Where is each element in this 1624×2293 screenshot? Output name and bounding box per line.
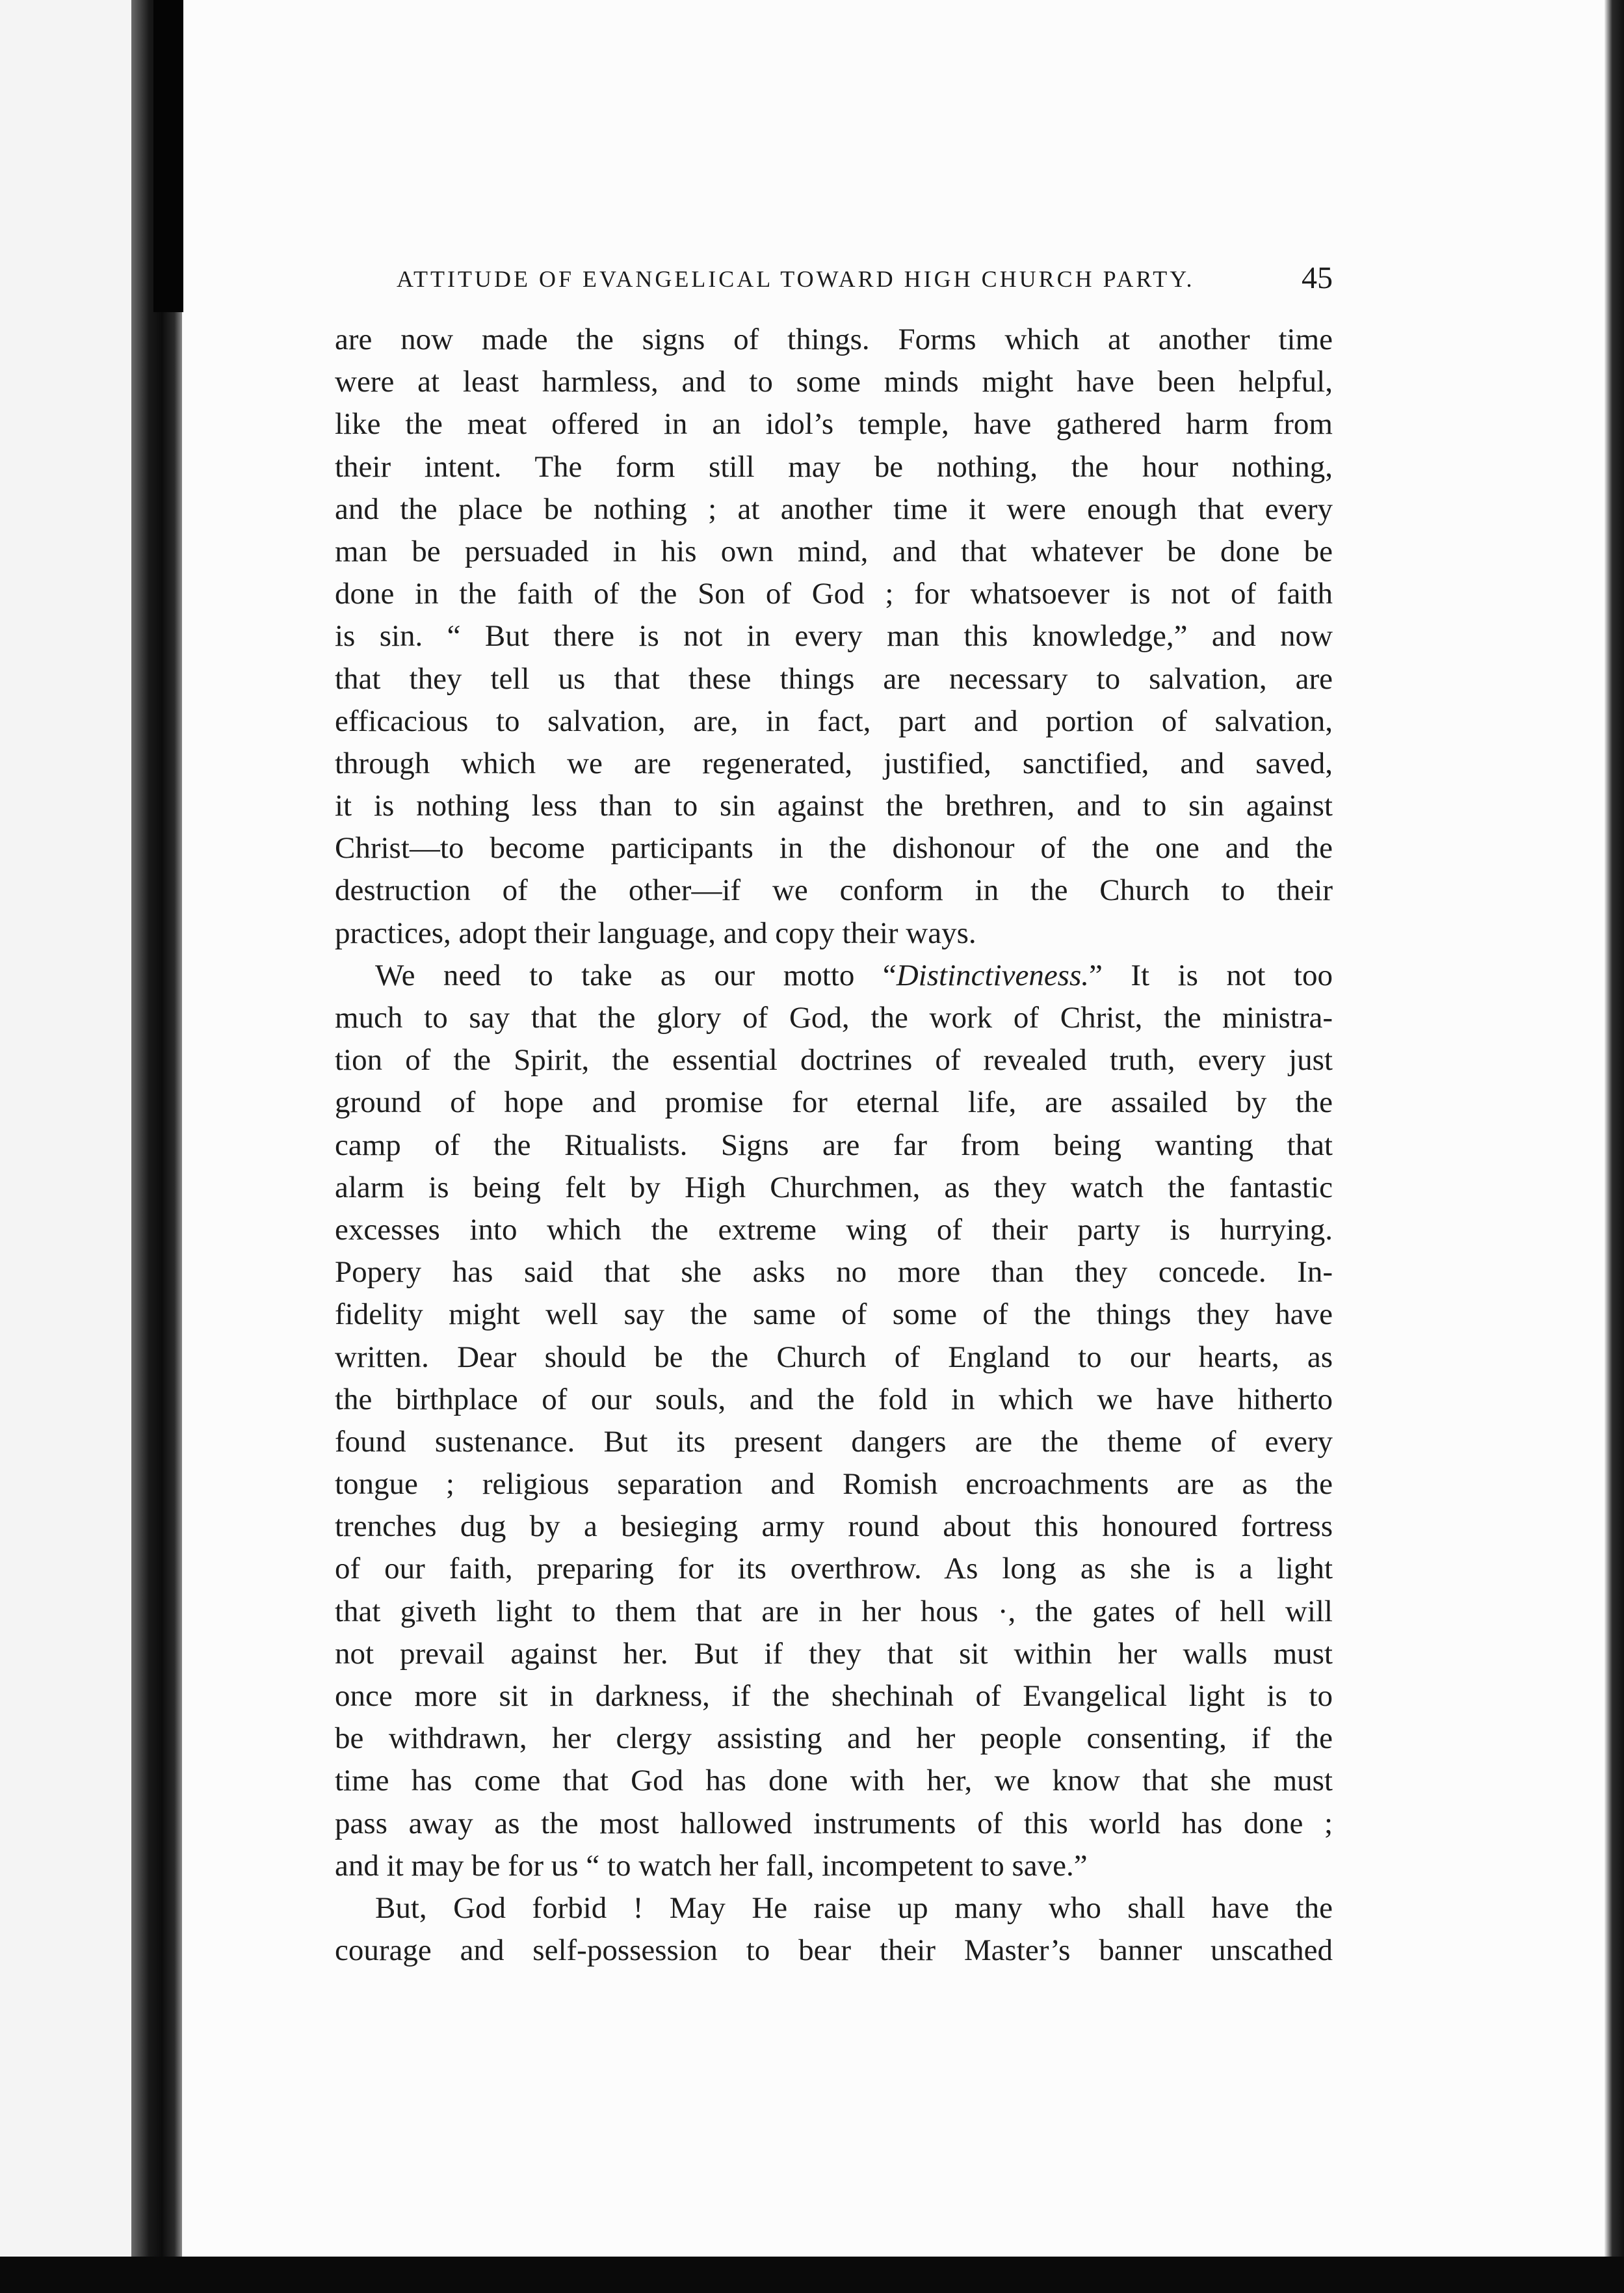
text-line: courage and self-possession to bear their Master’s banner unscathed: [335, 1933, 1333, 1968]
text-line: of our faith, preparing for its overthrow. As long as she is a light: [335, 1552, 1333, 1586]
motto-lead: We need to take as our motto “: [375, 958, 897, 992]
text-line: the birthplace of our souls, and the fold in which we have hitherto: [335, 1382, 1333, 1416]
text-line: tion of the Spirit, the essential doctrines of revealed truth, every just: [335, 1043, 1333, 1078]
text-line: is sin. “ But there is not in every man this knowledge,” and now: [335, 619, 1333, 654]
text-line: done in the faith of the Son of God ; for whatsoever is not of faith: [335, 577, 1333, 611]
text-line: Christ—to become participants in the dishonour of the one and the: [335, 831, 1333, 866]
text-line: and it may be for us “ to watch her fall, incompetent to save.”: [335, 1848, 1088, 1883]
left-margin: [0, 0, 150, 2293]
text-line: trenches dug by a besieging army round about this honoured fortress: [335, 1509, 1333, 1544]
running-header: [397, 260, 1333, 306]
motto-italic: Distinctiveness.: [896, 958, 1090, 992]
text-line: destruction of the other—if we conform in the Church to their: [335, 873, 1333, 908]
text-line: alarm is being felt by High Churchmen, as they watch the fantastic: [335, 1170, 1333, 1204]
text-line: practices, adopt their language, and copy their ways.: [335, 916, 976, 950]
text-line: that giveth light to them that are in her hous ·, the gates of hell will: [335, 1594, 1333, 1628]
text-line: much to say that the glory of God, the work of Christ, the ministra-: [335, 1001, 1333, 1035]
text-line: Popery has said that she asks no more than they concede. In-: [335, 1255, 1333, 1290]
motto-tail: It is not too: [1131, 958, 1333, 992]
text-line: excesses into which the extreme wing of their party is hurrying.: [335, 1212, 1333, 1247]
text-line: like the meat offered in an idol’s temple, have gathered harm from: [335, 407, 1333, 442]
text-line: fidelity might well say the same of some of the things they have: [335, 1297, 1333, 1332]
book-spine-shadow: [131, 0, 182, 2257]
text-line: not prevail against her. But if they that sit within her walls must: [335, 1636, 1333, 1671]
text-line: tongue ; religious separation and Romish encroachments are as the: [335, 1467, 1333, 1502]
text-line: ground of hope and promise for eternal life, are assailed by the: [335, 1085, 1333, 1120]
text-line: written. Dear should be the Church of England to our hearts, as: [335, 1340, 1333, 1374]
text-line: efficacious to salvation, are, in fact, part and portion of salvation,: [335, 704, 1333, 738]
paragraph-start-line: [335, 955, 1333, 997]
body-text: [335, 319, 1333, 1972]
paragraph-start-line: But, God forbid ! May He raise up many who shall have the: [375, 1890, 1333, 1925]
text-line: it is nothing less than to sin against the brethren, and to sin against: [335, 789, 1333, 823]
text-line: pass away as the most hallowed instruments of this world has done ;: [335, 1806, 1333, 1840]
book-spine-dark-band: [153, 0, 183, 312]
text-line: be withdrawn, her clergy assisting and her people consenting, if the: [335, 1721, 1333, 1756]
text-line: their intent. The form still may be nothing, the hour nothing,: [335, 449, 1333, 484]
bottom-scan-border: [0, 2257, 1624, 2293]
text-line: are now made the signs of things. Forms which at another time: [335, 323, 1333, 356]
page-number: 45: [1302, 261, 1333, 295]
text-line: through which we are regenerated, justified, sanctified, and saved,: [335, 746, 1333, 780]
text-line: camp of the Ritualists. Signs are far from being wanting that: [335, 1128, 1333, 1162]
text-line: and the place be nothing ; at another time it were enough that every: [335, 492, 1333, 526]
text-line: that they tell us that these things are necessary to salvation, are: [335, 661, 1333, 696]
right-page-edge: [1604, 0, 1624, 2257]
text-line: time has come that God has done with her, we know that she must: [335, 1764, 1333, 1798]
text-line: man be persuaded in his own mind, and that whatever be done be: [335, 534, 1333, 568]
running-title: ATTITUDE OF EVANGELICAL TOWARD HIGH CHURCH PARTY.: [397, 266, 1195, 292]
text-line: once more sit in darkness, if the shechinah of Evangelical light is to: [335, 1679, 1333, 1713]
text-line: were at least harmless, and to some minds might have been helpful,: [335, 365, 1333, 399]
text-line: found sustenance. But its present dangers are the theme of every: [335, 1424, 1333, 1459]
motto-close: ”: [1089, 958, 1131, 992]
